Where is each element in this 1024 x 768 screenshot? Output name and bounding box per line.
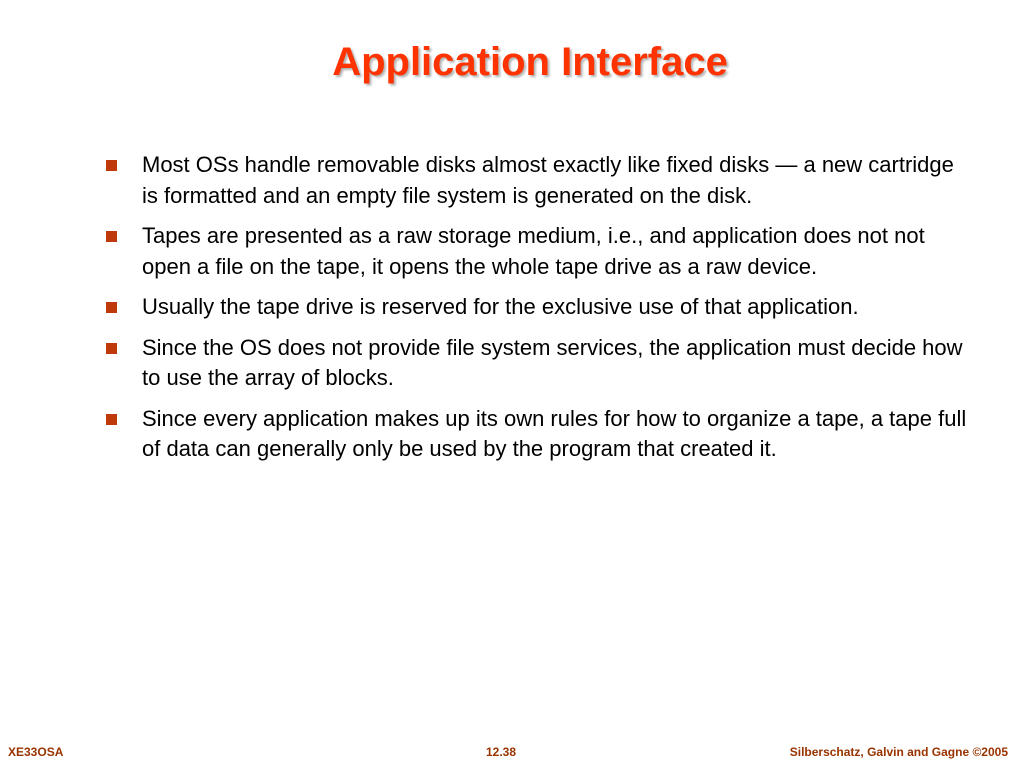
bullet-text: Usually the tape drive is reserved for the exclusive use of that application.	[142, 294, 859, 319]
bullet-item	[104, 292, 974, 323]
bullet-text: Since the OS does not provide file system services, the application must decide how to use the array of blocks.	[142, 334, 963, 390]
footer-slide-number: 12.38	[486, 745, 517, 759]
footer-course-code: XE33OSA	[8, 745, 64, 759]
footer-copyright: Silberschatz, Galvin and Gagne ©2005	[789, 745, 1008, 759]
bullet-text: Most OSs handle removable disks almost exactly like fixed disks — a new cartridge is formatted and an empty file system is generated on the disk.	[142, 152, 954, 208]
bullet-text: Since every application makes up its own rules for how to organize a tape, a tape full of data can generally only be used by the program that created it.	[142, 405, 967, 461]
slide-title: Application Interface	[332, 40, 728, 84]
bullet-list	[104, 150, 974, 475]
bullet-item	[104, 404, 974, 465]
bullet-item	[104, 333, 974, 394]
square-bullet-icon	[106, 414, 117, 425]
bullet-item	[104, 221, 974, 282]
square-bullet-icon	[106, 231, 117, 242]
square-bullet-icon	[106, 302, 117, 313]
bullet-text: Tapes are presented as a raw storage medium, i.e., and application does not not open a file on the tape, it opens the whole tape drive as a raw device.	[142, 223, 925, 279]
bullet-item	[104, 150, 974, 211]
square-bullet-icon	[106, 343, 117, 354]
square-bullet-icon	[106, 160, 117, 171]
